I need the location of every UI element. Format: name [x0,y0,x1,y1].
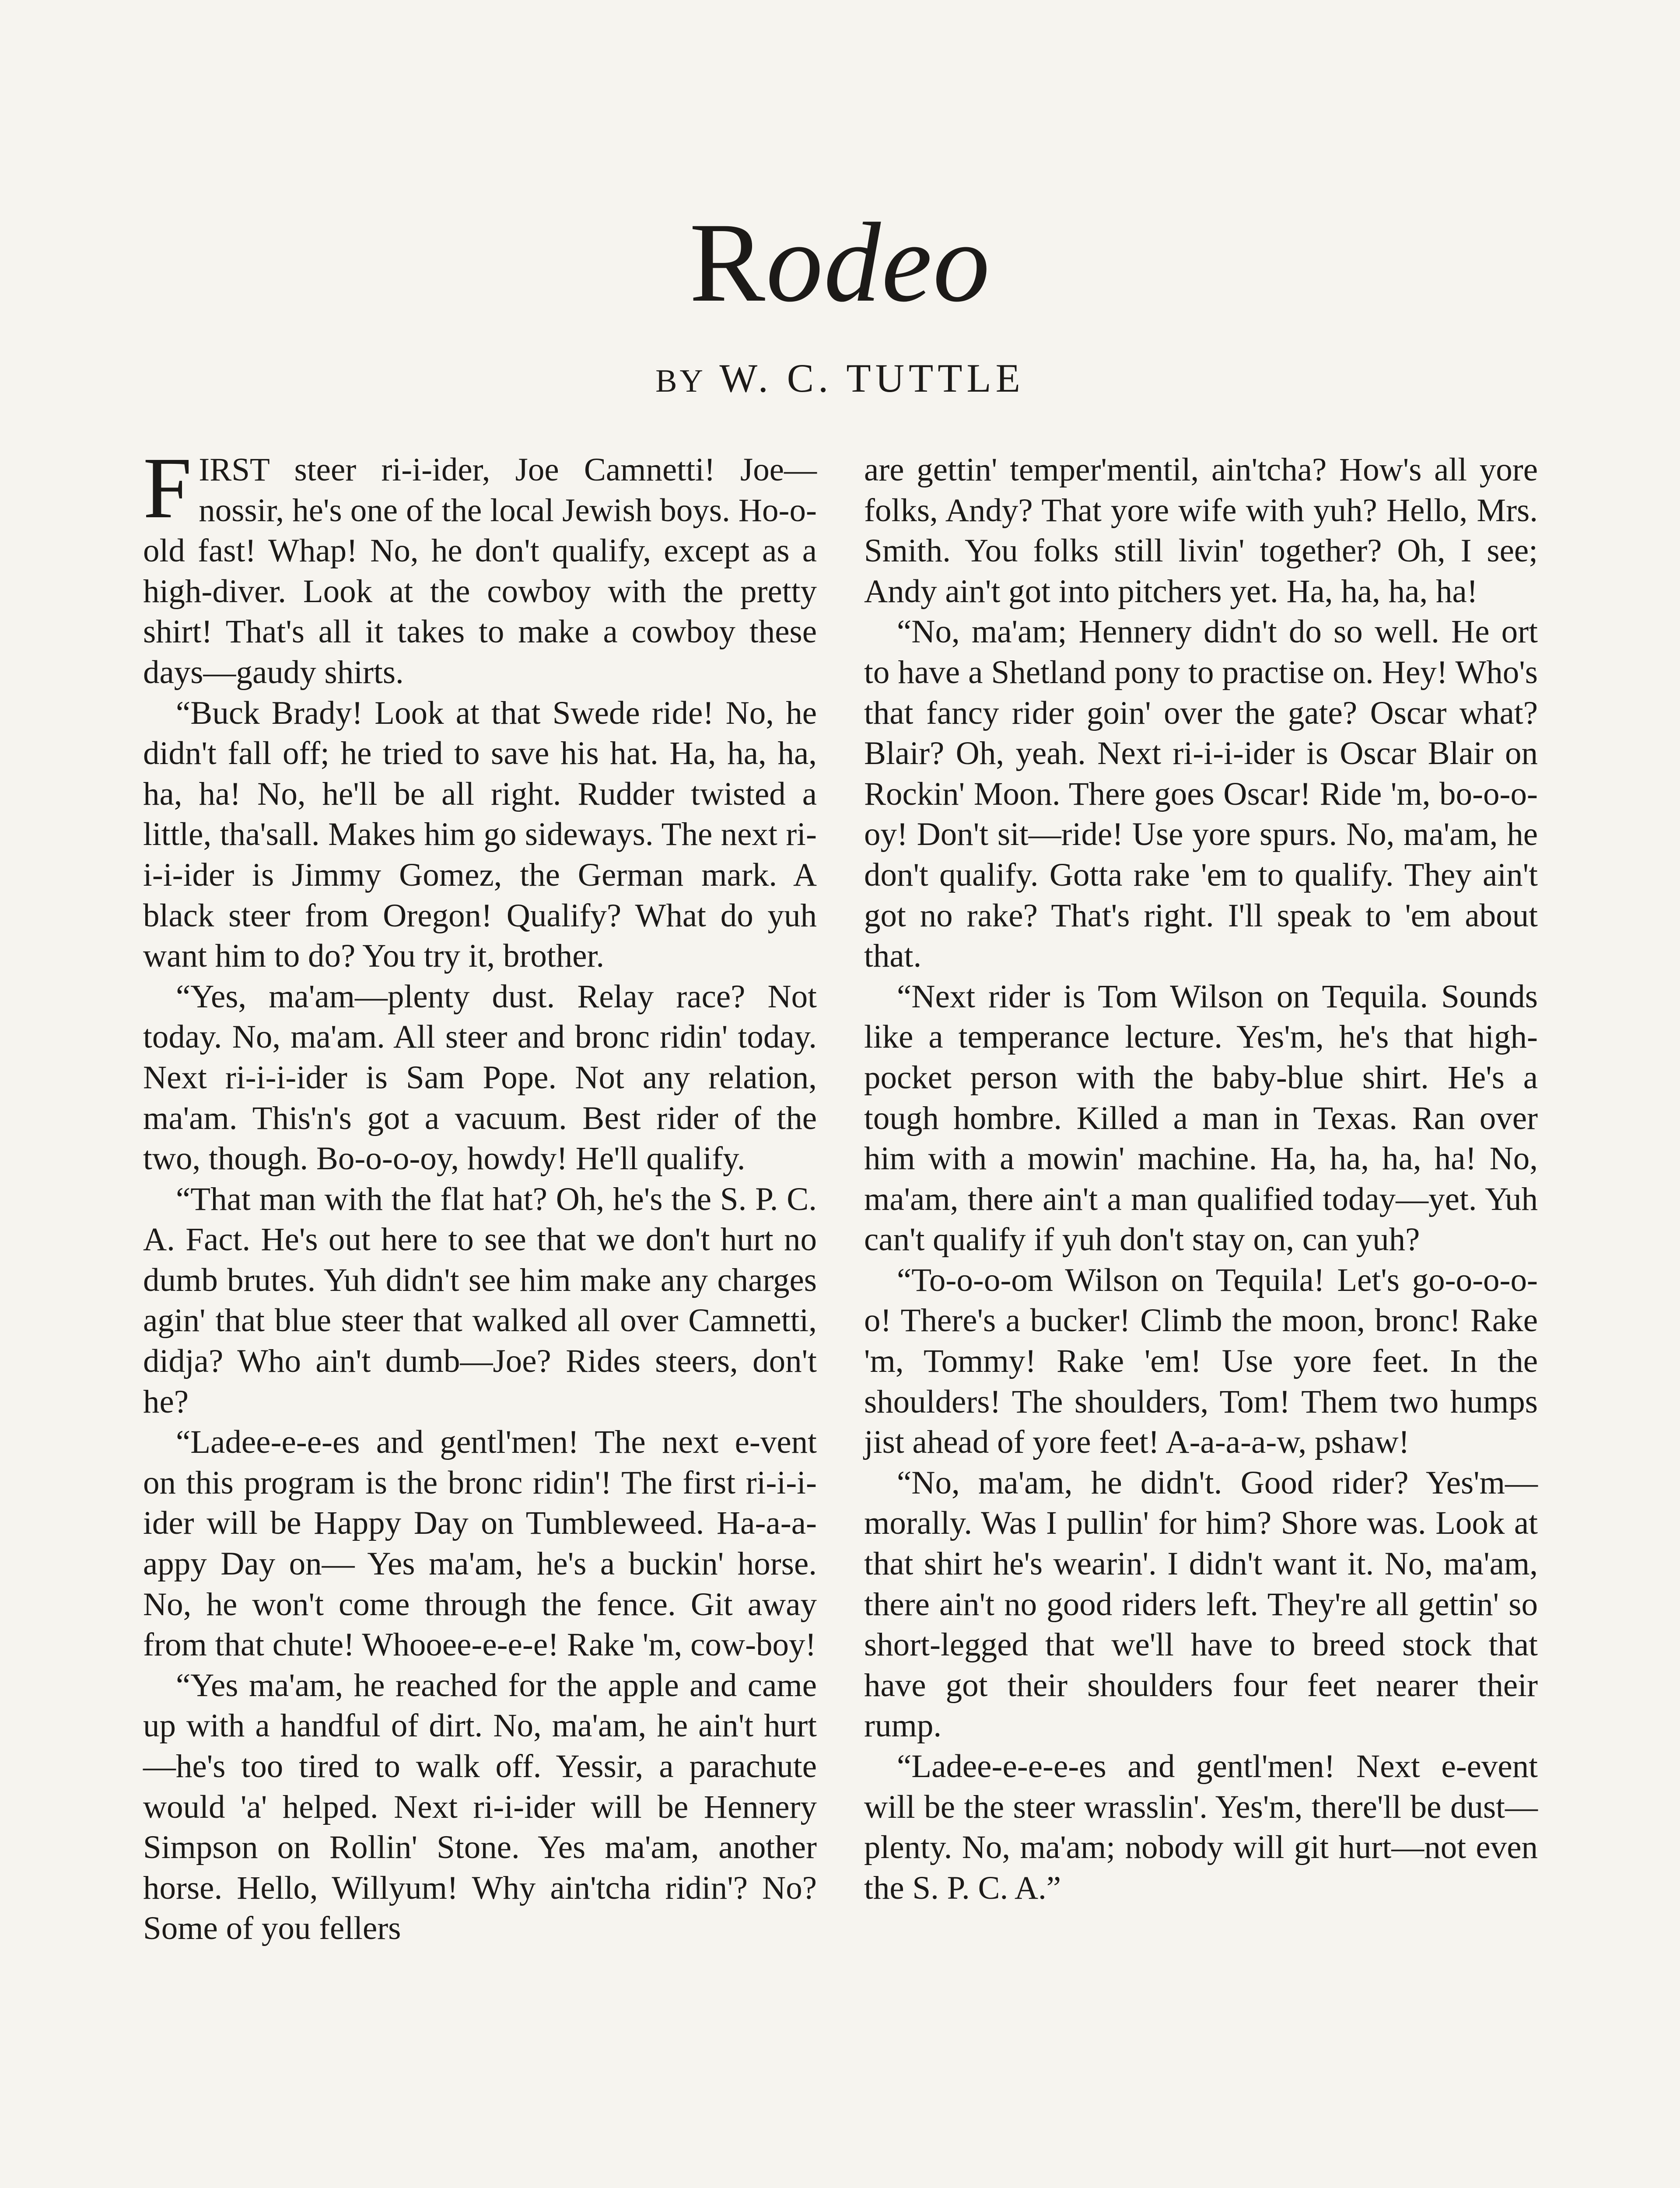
paragraph: “To-o-o-om Wilson on Tequila! Let's go-o-o-o-o! There's a bucker! Climb the moon, bronc! Rake 'm, Tommy! Rake 'em! Use yore feet. In the shoulders! The shoulders, Tom! Them two humps jist ahead of yore feet! A-a-a-a-w, pshaw! [864,1262,1538,1461]
paragraph: FIRST steer ri-i-ider, Joe Camnetti! Joe—nossir, he's one of the local Jewish boys. Ho-o-old fast! Whap! No, he don't qualify, except as a high-diver. Look at the cowboy with the pretty shirt! That's all it takes to make a cowboy these days—gaudy shirts. [143,440,817,691]
byline-author: W. C. TUTTLE [719,356,1025,400]
paragraph: “That man with the flat hat? Oh, he's the S. P. C. A. Fact. He's out here to see that we don't hurt no dumb brutes. Yuh didn't see him make any charges agin' that blue steer that walked all over Camnetti, didja? Who ain't dumb—Joe? Rides steers, don't he? [143,1181,817,1420]
byline-by: BY [655,363,706,399]
text-column-right [864,450,1538,1908]
byline [0,358,1680,398]
text-column-left [143,440,817,1949]
paragraph: “Next rider is Tom Wilson on Tequila. Sounds like a temperance lecture. Yes'm, he's that high-pocket person with the baby-blue shirt. He's a tough hombre. Killed a man in Texas. Ran over him with a mowin' machine. Ha, ha, ha, ha! No, ma'am, there ain't a man qualified today—yet. Yuh can't qualify if yuh don't stay on, can yuh? [864,978,1538,1258]
paragraph: are gettin' temper'mentil, ain'tcha? How's all yore folks, Andy? That yore wife with yuh? Hello, Mrs. Smith. You folks still livin' together? Oh, I see; Andy ain't got into pitchers yet. Ha, ha, ha, ha! [864,452,1538,610]
title-initial: R [689,200,766,326]
paragraph: “Yes ma'am, he reached for the apple and came up with a handful of dirt. No, ma'am, he ain't hurt—he's too tired to walk off. Yessir, a parachute would 'a' helped. Next ri-i-ider will be Hennery Simpson on Rollin' Stone. Yes ma'am, another horse. Hello, Willyum! Why ain'tcha ridin'? No? Some of you fellers [143,1667,817,1947]
paragraph: “Ladee-e-e-es and gentl'men! The next e-vent on this program is the bronc ridin'! The first ri-i-i-ider will be Happy Day on Tumbleweed. Ha-a-a-appy Day on— Yes ma'am, he's a buckin' horse. No, he won't come through the fence. Git away from that chute! Whooee-e-e-e! Rake 'm, cow-boy! [143,1424,817,1663]
paragraph: “Ladee-e-e-e-es and gentl'men! Next e-event will be the steer wrasslin'. Yes'm, there'll be dust—plenty. No, ma'am; nobody will git hurt—not even the S. P. C. A.” [864,1748,1538,1906]
title-rest: odeo [766,200,991,326]
paragraph: “No, ma'am; Hennery didn't do so well. He ort to have a Shetland pony to practise on. Hey! Who's that fancy rider goin' over the gate? Oscar what? Blair? Oh, yeah. Next ri-i-i-ider is Oscar Blair on Rockin' Moon. There goes Oscar! Ride 'm, bo-o-o-oy! Don't sit—ride! Use yore spurs. No, ma'am, he don't qualify. Gotta rake 'em to qualify. They ain't got no rake? That's right. I'll speak to 'em about that. [864,614,1538,975]
paragraph: “Buck Brady! Look at that Swede ride! No, he didn't fall off; he tried to save his hat. Ha, ha, ha, ha, ha! No, he'll be all right. Rudder twisted a little, tha'sall. Makes him go sideways. The next ri-i-i-ider is Jimmy Gomez, the German mark. A black steer from Oregon! Qualify? What do yuh want him to do? You try it, brother. [143,694,817,975]
drop-cap: F [143,440,192,536]
paragraph: “No, ma'am, he didn't. Good rider? Yes'm—morally. Was I pullin' for him? Shore was. Look at that shirt he's wearin'. I didn't want it. No, ma'am, there ain't no good riders left. They're all gettin' so short-legged that we'll have to breed stock that have got their shoulders four feet nearer their rump. [864,1464,1538,1744]
paragraph: “Yes, ma'am—plenty dust. Relay race? Not today. No, ma'am. All steer and bronc ridin' today. Next ri-i-i-ider is Sam Pope. Not any relation, ma'am. This'n's got a vacuum. Best rider of the two, though. Bo-o-o-oy, howdy! He'll qualify. [143,978,817,1177]
article-title [0,200,1680,326]
